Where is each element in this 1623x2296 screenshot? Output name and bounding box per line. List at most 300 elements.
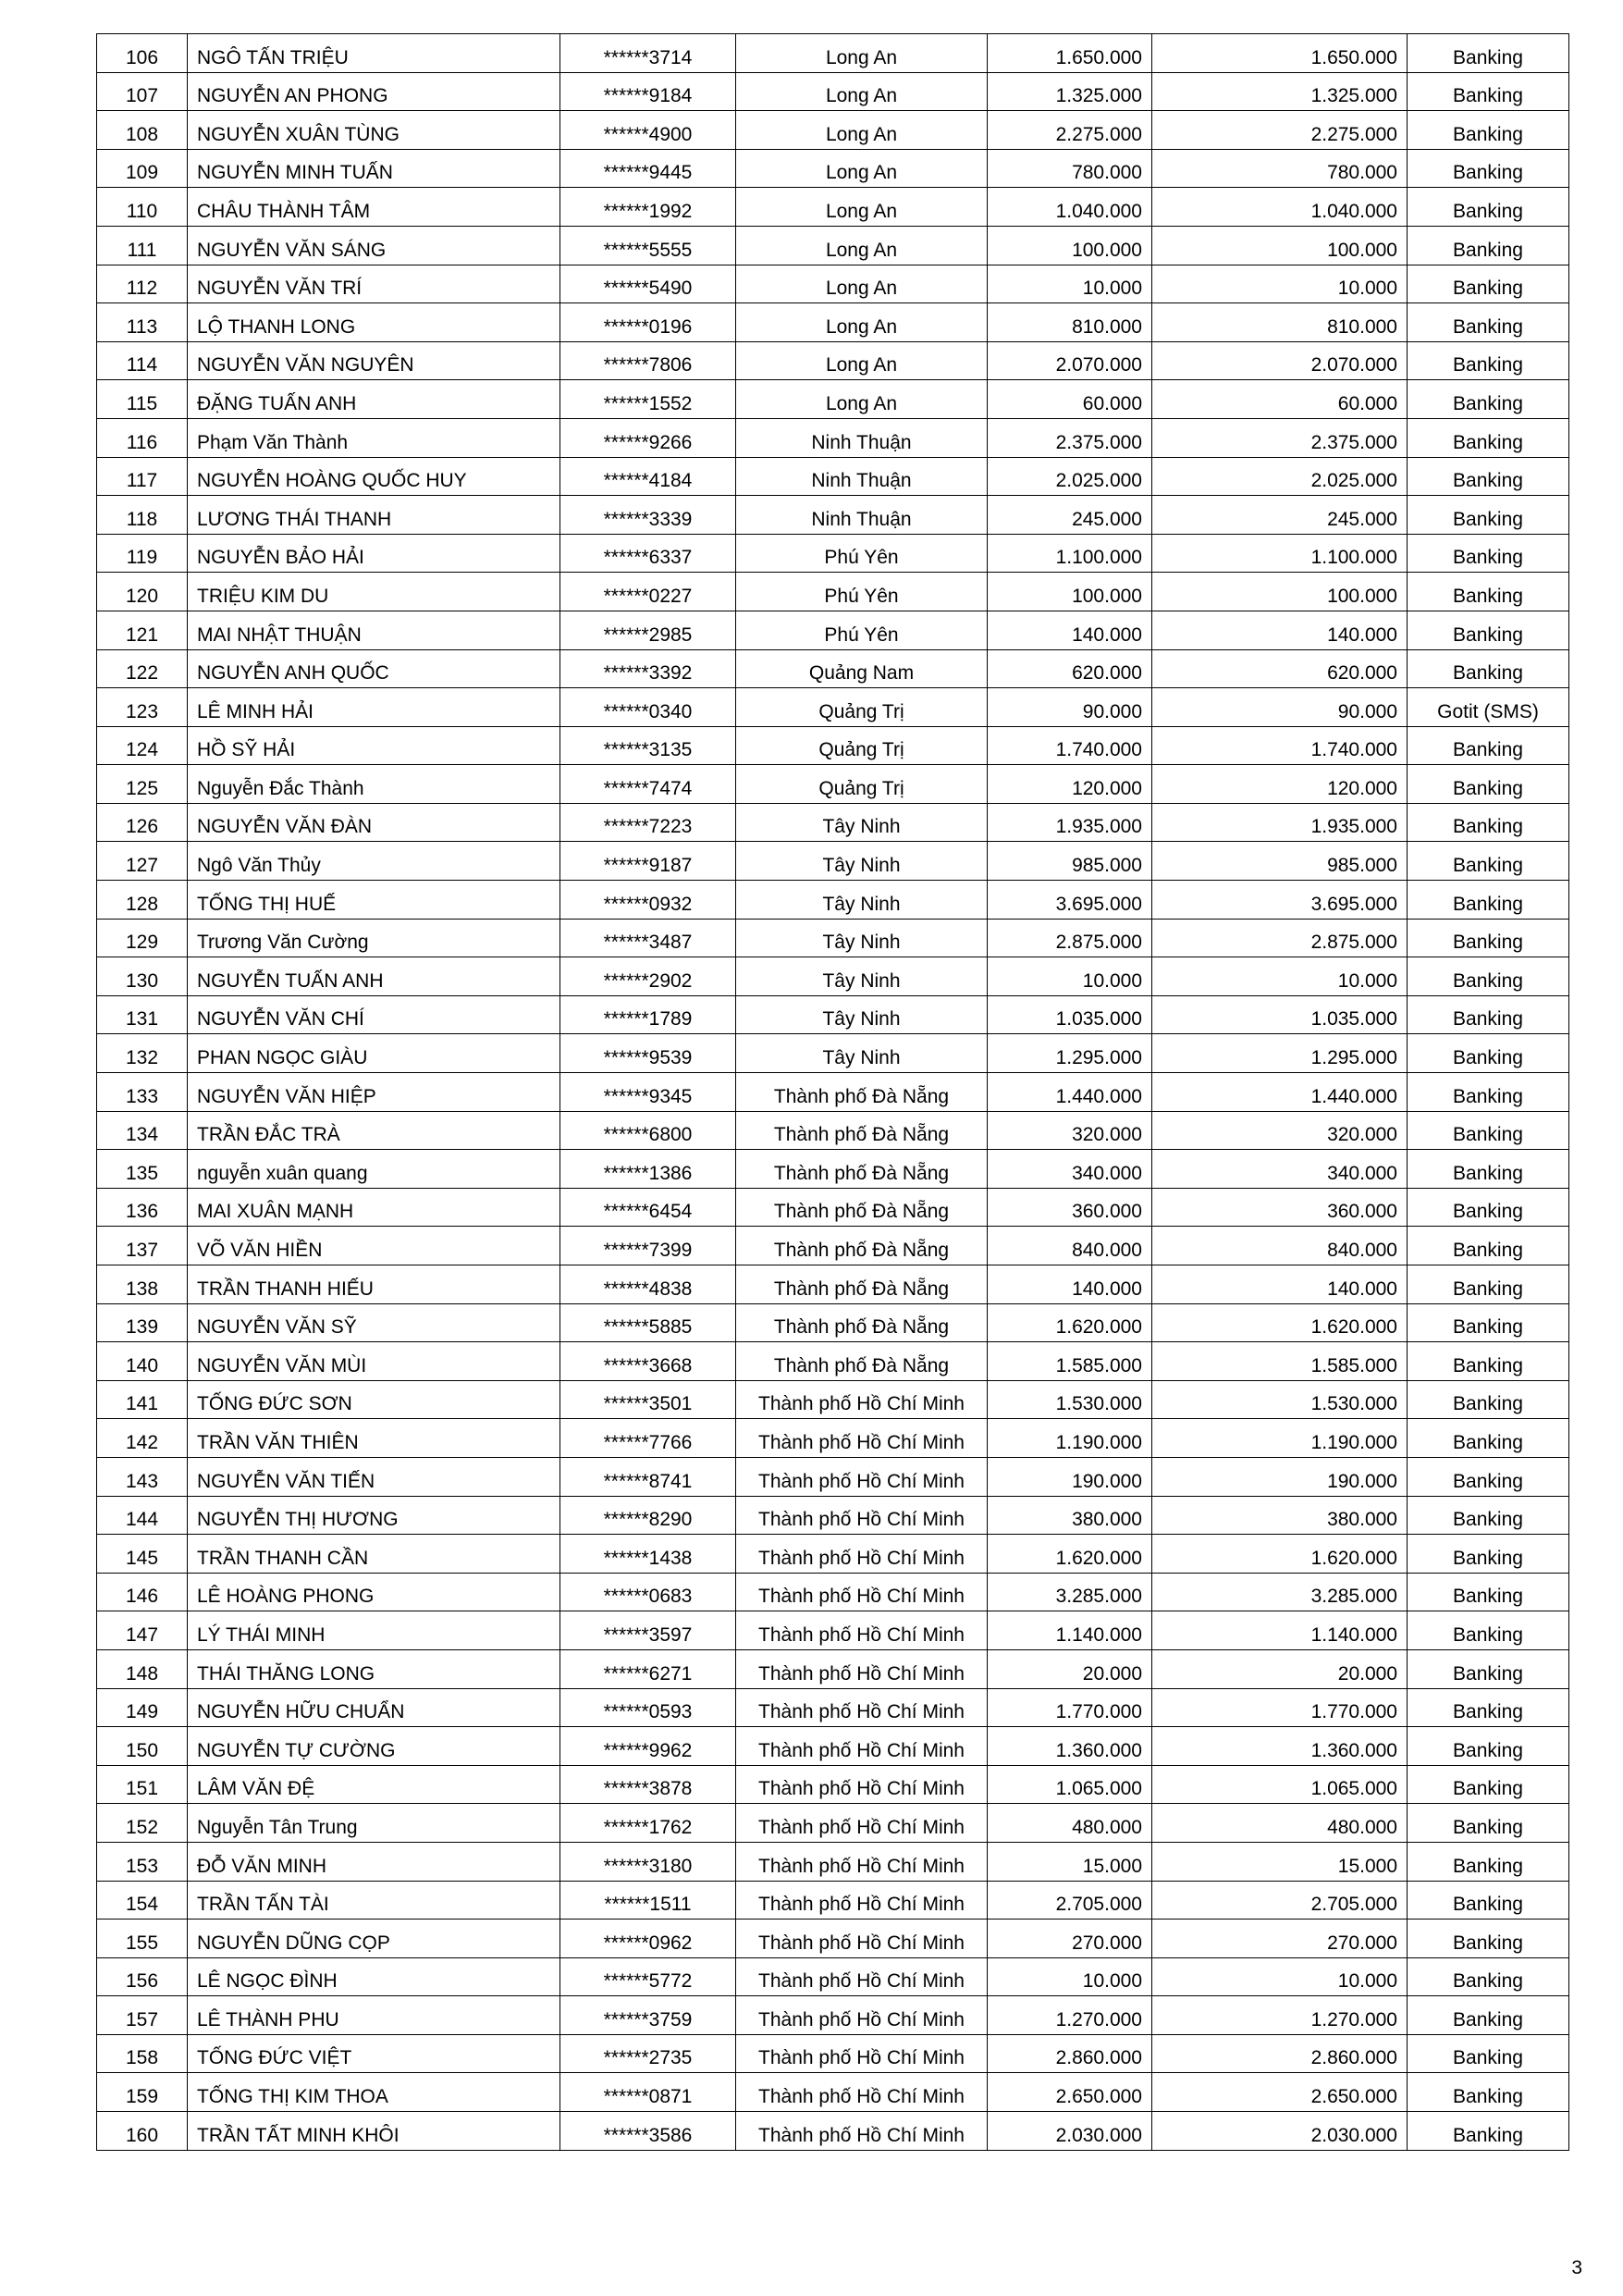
province-cell: Thành phố Hồ Chí Minh [736, 1649, 988, 1688]
table-row [97, 573, 1569, 611]
recipient-name-cell: NGUYỄN VĂN SÁNG [188, 226, 560, 265]
masked-id-cell: ******3180 [560, 1842, 736, 1881]
payment-method-cell: Banking [1408, 1842, 1569, 1881]
row-number-cell: 121 [97, 611, 188, 649]
payment-method-cell: Banking [1408, 72, 1569, 111]
amount-registered-cell: 190.000 [988, 1457, 1152, 1496]
province-cell: Thành phố Hồ Chí Minh [736, 1688, 988, 1727]
table-row [97, 72, 1569, 111]
masked-id-cell: ******0196 [560, 303, 736, 342]
recipient-name-cell: MAI XUÂN MẠNH [188, 1188, 560, 1227]
amount-paid-cell: 340.000 [1152, 1150, 1408, 1189]
table-row [97, 1227, 1569, 1265]
masked-id-cell: ******1386 [560, 1150, 736, 1189]
masked-id-cell: ******5490 [560, 265, 736, 303]
amount-paid-cell: 100.000 [1152, 226, 1408, 265]
recipient-name-cell: TRẦN THANH HIẾU [188, 1265, 560, 1304]
amount-paid-cell: 140.000 [1152, 611, 1408, 649]
province-cell: Thành phố Hồ Chí Minh [736, 2034, 988, 2073]
row-number-cell: 112 [97, 265, 188, 303]
amount-paid-cell: 2.860.000 [1152, 2034, 1408, 2073]
province-cell: Long An [736, 72, 988, 111]
amount-paid-cell: 360.000 [1152, 1188, 1408, 1227]
province-cell: Thành phố Hồ Chí Minh [736, 1380, 988, 1419]
amount-paid-cell: 1.935.000 [1152, 803, 1408, 842]
amount-registered-cell: 1.440.000 [988, 1073, 1152, 1112]
amount-registered-cell: 1.935.000 [988, 803, 1152, 842]
payment-method-cell: Banking [1408, 1573, 1569, 1611]
row-number-cell: 120 [97, 573, 188, 611]
recipient-name-cell: NGÔ TẤN TRIỆU [188, 34, 560, 73]
amount-paid-cell: 90.000 [1152, 688, 1408, 727]
table-row [97, 1535, 1569, 1574]
amount-registered-cell: 1.140.000 [988, 1611, 1152, 1650]
masked-id-cell: ******0683 [560, 1573, 736, 1611]
row-number-cell: 137 [97, 1227, 188, 1265]
amount-paid-cell: 1.140.000 [1152, 1611, 1408, 1650]
row-number-cell: 158 [97, 2034, 188, 2073]
payment-method-cell: Banking [1408, 803, 1569, 842]
amount-paid-cell: 1.620.000 [1152, 1535, 1408, 1574]
recipient-name-cell: TRẦN TẤT MINH KHÔI [188, 2112, 560, 2151]
row-number-cell: 110 [97, 188, 188, 227]
amount-registered-cell: 380.000 [988, 1496, 1152, 1535]
masked-id-cell: ******7806 [560, 341, 736, 380]
masked-id-cell: ******2902 [560, 957, 736, 996]
payment-method-cell: Banking [1408, 1265, 1569, 1304]
amount-paid-cell: 1.295.000 [1152, 1034, 1408, 1073]
recipient-name-cell: NGUYỄN HOÀNG QUỐC HUY [188, 457, 560, 496]
table-body [97, 34, 1569, 2151]
amount-registered-cell: 2.275.000 [988, 111, 1152, 150]
masked-id-cell: ******0340 [560, 688, 736, 727]
masked-id-cell: ******5555 [560, 226, 736, 265]
province-cell: Phú Yên [736, 573, 988, 611]
recipient-name-cell: NGUYỄN MINH TUẤN [188, 149, 560, 188]
amount-registered-cell: 2.860.000 [988, 2034, 1152, 2073]
amount-registered-cell: 90.000 [988, 688, 1152, 727]
masked-id-cell: ******5772 [560, 1957, 736, 1996]
recipient-name-cell: NGUYỄN TUẤN ANH [188, 957, 560, 996]
payment-method-cell: Banking [1408, 226, 1569, 265]
recipient-name-cell: NGUYỄN XUÂN TÙNG [188, 111, 560, 150]
amount-registered-cell: 780.000 [988, 149, 1152, 188]
masked-id-cell: ******0871 [560, 2073, 736, 2112]
province-cell: Thành phố Đà Nẵng [736, 1188, 988, 1227]
table-row [97, 111, 1569, 150]
masked-id-cell: ******7399 [560, 1227, 736, 1265]
row-number-cell: 153 [97, 1842, 188, 1881]
recipient-name-cell: NGUYỄN BẢO HẢI [188, 534, 560, 573]
table-row [97, 188, 1569, 227]
province-cell: Thành phố Hồ Chí Minh [736, 2073, 988, 2112]
amount-registered-cell: 810.000 [988, 303, 1152, 342]
payment-method-cell: Banking [1408, 1457, 1569, 1496]
payment-method-cell: Banking [1408, 1804, 1569, 1843]
amount-registered-cell: 1.770.000 [988, 1688, 1152, 1727]
row-number-cell: 111 [97, 226, 188, 265]
province-cell: Ninh Thuận [736, 457, 988, 496]
recipient-name-cell: NGUYỄN VĂN TIẾN [188, 1457, 560, 1496]
row-number-cell: 147 [97, 1611, 188, 1650]
amount-registered-cell: 1.325.000 [988, 72, 1152, 111]
payment-method-cell: Banking [1408, 496, 1569, 535]
province-cell: Thành phố Hồ Chí Minh [736, 1419, 988, 1458]
amount-paid-cell: 190.000 [1152, 1457, 1408, 1496]
recipient-name-cell: ĐẶNG TUẤN ANH [188, 380, 560, 419]
masked-id-cell: ******3487 [560, 919, 736, 957]
table-row [97, 1996, 1569, 2035]
table-row [97, 1034, 1569, 1073]
page-number: 3 [1571, 2257, 1582, 2278]
recipient-name-cell: LỘ THANH LONG [188, 303, 560, 342]
masked-id-cell: ******7223 [560, 803, 736, 842]
amount-registered-cell: 1.065.000 [988, 1765, 1152, 1804]
table-row [97, 1957, 1569, 1996]
amount-paid-cell: 2.025.000 [1152, 457, 1408, 496]
amount-registered-cell: 620.000 [988, 649, 1152, 688]
row-number-cell: 145 [97, 1535, 188, 1574]
table-row [97, 1573, 1569, 1611]
recipient-name-cell: LÝ THÁI MINH [188, 1611, 560, 1650]
province-cell: Quảng Trị [736, 765, 988, 804]
table-row [97, 1342, 1569, 1381]
recipient-name-cell: HỒ SỸ HẢI [188, 726, 560, 765]
table-row [97, 303, 1569, 342]
amount-paid-cell: 780.000 [1152, 149, 1408, 188]
amount-registered-cell: 1.620.000 [988, 1535, 1152, 1574]
amount-paid-cell: 60.000 [1152, 380, 1408, 419]
amount-paid-cell: 1.325.000 [1152, 72, 1408, 111]
amount-registered-cell: 1.360.000 [988, 1727, 1152, 1766]
amount-paid-cell: 1.035.000 [1152, 995, 1408, 1034]
recipient-name-cell: LÂM VĂN ĐỆ [188, 1765, 560, 1804]
row-number-cell: 132 [97, 1034, 188, 1073]
amount-registered-cell: 3.285.000 [988, 1573, 1152, 1611]
amount-registered-cell: 2.375.000 [988, 418, 1152, 457]
province-cell: Thành phố Hồ Chí Minh [736, 1573, 988, 1611]
payment-method-cell: Banking [1408, 418, 1569, 457]
table-row [97, 1920, 1569, 1958]
masked-id-cell: ******2985 [560, 611, 736, 649]
row-number-cell: 140 [97, 1342, 188, 1381]
row-number-cell: 151 [97, 1765, 188, 1804]
payment-method-cell: Banking [1408, 726, 1569, 765]
amount-paid-cell: 3.695.000 [1152, 881, 1408, 920]
masked-id-cell: ******9962 [560, 1727, 736, 1766]
payment-method-cell: Banking [1408, 1996, 1569, 2035]
recipient-name-cell: nguyễn xuân quang [188, 1150, 560, 1189]
amount-paid-cell: 810.000 [1152, 303, 1408, 342]
province-cell: Long An [736, 34, 988, 73]
amount-paid-cell: 1.650.000 [1152, 34, 1408, 73]
masked-id-cell: ******1762 [560, 1804, 736, 1843]
recipient-name-cell: NGUYỄN AN PHONG [188, 72, 560, 111]
payment-method-cell: Gotit (SMS) [1408, 688, 1569, 727]
row-number-cell: 117 [97, 457, 188, 496]
row-number-cell: 141 [97, 1380, 188, 1419]
province-cell: Thành phố Đà Nẵng [736, 1227, 988, 1265]
province-cell: Long An [736, 149, 988, 188]
row-number-cell: 107 [97, 72, 188, 111]
payment-method-cell: Banking [1408, 1611, 1569, 1650]
masked-id-cell: ******7766 [560, 1419, 736, 1458]
recipient-name-cell: TRẦN ĐẮC TRÀ [188, 1111, 560, 1150]
payment-method-cell: Banking [1408, 1496, 1569, 1535]
payment-method-cell: Banking [1408, 1150, 1569, 1189]
amount-paid-cell: 1.190.000 [1152, 1419, 1408, 1458]
payment-method-cell: Banking [1408, 995, 1569, 1034]
amount-registered-cell: 1.100.000 [988, 534, 1152, 573]
row-number-cell: 146 [97, 1573, 188, 1611]
table-row [97, 649, 1569, 688]
recipient-name-cell: NGUYỄN VĂN SỸ [188, 1303, 560, 1342]
payment-method-cell: Banking [1408, 611, 1569, 649]
payment-method-cell: Banking [1408, 457, 1569, 496]
row-number-cell: 115 [97, 380, 188, 419]
amount-registered-cell: 120.000 [988, 765, 1152, 804]
table-row [97, 1188, 1569, 1227]
payment-method-cell: Banking [1408, 842, 1569, 881]
table-row [97, 957, 1569, 996]
row-number-cell: 108 [97, 111, 188, 150]
payment-method-cell: Banking [1408, 149, 1569, 188]
amount-paid-cell: 20.000 [1152, 1649, 1408, 1688]
amount-registered-cell: 480.000 [988, 1804, 1152, 1843]
province-cell: Thành phố Hồ Chí Minh [736, 1920, 988, 1958]
province-cell: Ninh Thuận [736, 496, 988, 535]
amount-registered-cell: 60.000 [988, 380, 1152, 419]
row-number-cell: 125 [97, 765, 188, 804]
payment-method-cell: Banking [1408, 1419, 1569, 1458]
table-row [97, 457, 1569, 496]
payment-method-cell: Banking [1408, 188, 1569, 227]
amount-registered-cell: 1.740.000 [988, 726, 1152, 765]
recipient-name-cell: PHAN NGỌC GIÀU [188, 1034, 560, 1073]
row-number-cell: 106 [97, 34, 188, 73]
province-cell: Tây Ninh [736, 957, 988, 996]
payment-method-cell: Banking [1408, 649, 1569, 688]
recipient-name-cell: NGUYỄN TỰ CƯỜNG [188, 1727, 560, 1766]
province-cell: Thành phố Hồ Chí Minh [736, 1881, 988, 1920]
amount-paid-cell: 2.875.000 [1152, 919, 1408, 957]
recipient-name-cell: ĐỖ VĂN MINH [188, 1842, 560, 1881]
payment-method-cell: Banking [1408, 380, 1569, 419]
recipient-name-cell: LÊ HOÀNG PHONG [188, 1573, 560, 1611]
payment-method-cell: Banking [1408, 2073, 1569, 2112]
table-row [97, 2112, 1569, 2151]
payment-method-cell: Banking [1408, 1380, 1569, 1419]
table-row [97, 995, 1569, 1034]
province-cell: Thành phố Hồ Chí Minh [736, 1727, 988, 1766]
amount-registered-cell: 340.000 [988, 1150, 1152, 1189]
recipient-name-cell: TỐNG ĐỨC VIỆT [188, 2034, 560, 2073]
table-row [97, 1765, 1569, 1804]
payment-method-cell: Banking [1408, 1957, 1569, 1996]
row-number-cell: 113 [97, 303, 188, 342]
amount-registered-cell: 985.000 [988, 842, 1152, 881]
province-cell: Thành phố Đà Nẵng [736, 1265, 988, 1304]
row-number-cell: 109 [97, 149, 188, 188]
province-cell: Ninh Thuận [736, 418, 988, 457]
amount-paid-cell: 15.000 [1152, 1842, 1408, 1881]
table-row [97, 1457, 1569, 1496]
table-row [97, 418, 1569, 457]
masked-id-cell: ******7474 [560, 765, 736, 804]
row-number-cell: 128 [97, 881, 188, 920]
amount-registered-cell: 245.000 [988, 496, 1152, 535]
amount-registered-cell: 100.000 [988, 226, 1152, 265]
payment-method-cell: Banking [1408, 765, 1569, 804]
province-cell: Thành phố Đà Nẵng [736, 1111, 988, 1150]
row-number-cell: 149 [97, 1688, 188, 1727]
row-number-cell: 154 [97, 1881, 188, 1920]
recipient-name-cell: NGUYỄN HỮU CHUẨN [188, 1688, 560, 1727]
masked-id-cell: ******1992 [560, 188, 736, 227]
recipient-name-cell: VÕ VĂN HIỀN [188, 1227, 560, 1265]
recipient-name-cell: NGUYỄN ANH QUỐC [188, 649, 560, 688]
row-number-cell: 119 [97, 534, 188, 573]
amount-paid-cell: 140.000 [1152, 1265, 1408, 1304]
row-number-cell: 160 [97, 2112, 188, 2151]
table-row [97, 534, 1569, 573]
amount-registered-cell: 2.070.000 [988, 341, 1152, 380]
table-row [97, 1265, 1569, 1304]
table-row [97, 1496, 1569, 1535]
amount-registered-cell: 2.705.000 [988, 1881, 1152, 1920]
row-number-cell: 116 [97, 418, 188, 457]
amount-registered-cell: 1.190.000 [988, 1419, 1152, 1458]
masked-id-cell: ******9266 [560, 418, 736, 457]
table-row [97, 1688, 1569, 1727]
masked-id-cell: ******8741 [560, 1457, 736, 1496]
province-cell: Quảng Nam [736, 649, 988, 688]
recipient-name-cell: LÊ THÀNH PHU [188, 1996, 560, 2035]
amount-registered-cell: 2.875.000 [988, 919, 1152, 957]
table-row [97, 726, 1569, 765]
amount-registered-cell: 1.295.000 [988, 1034, 1152, 1073]
payment-method-cell: Banking [1408, 1727, 1569, 1766]
masked-id-cell: ******9445 [560, 149, 736, 188]
row-number-cell: 144 [97, 1496, 188, 1535]
row-number-cell: 138 [97, 1265, 188, 1304]
recipient-name-cell: LÊ MINH HẢI [188, 688, 560, 727]
table-row [97, 1303, 1569, 1342]
amount-registered-cell: 140.000 [988, 1265, 1152, 1304]
payment-method-cell: Banking [1408, 1111, 1569, 1150]
recipient-name-cell: NGUYỄN VĂN MÙI [188, 1342, 560, 1381]
masked-id-cell: ******4900 [560, 111, 736, 150]
row-number-cell: 157 [97, 1996, 188, 2035]
recipients-table [96, 33, 1569, 2151]
payment-method-cell: Banking [1408, 1303, 1569, 1342]
masked-id-cell: ******3586 [560, 2112, 736, 2151]
recipient-name-cell: NGUYỄN THỊ HƯƠNG [188, 1496, 560, 1535]
recipient-name-cell: CHÂU THÀNH TÂM [188, 188, 560, 227]
masked-id-cell: ******6337 [560, 534, 736, 573]
amount-registered-cell: 270.000 [988, 1920, 1152, 1958]
row-number-cell: 127 [97, 842, 188, 881]
amount-registered-cell: 1.530.000 [988, 1380, 1152, 1419]
masked-id-cell: ******4184 [560, 457, 736, 496]
recipient-name-cell: TỐNG THỊ HUẾ [188, 881, 560, 920]
recipient-name-cell: TỐNG THỊ KIM THOA [188, 2073, 560, 2112]
province-cell: Long An [736, 226, 988, 265]
amount-registered-cell: 1.650.000 [988, 34, 1152, 73]
masked-id-cell: ******3597 [560, 1611, 736, 1650]
recipient-name-cell: Phạm Văn Thành [188, 418, 560, 457]
recipient-name-cell: LƯƠNG THÁI THANH [188, 496, 560, 535]
row-number-cell: 135 [97, 1150, 188, 1189]
row-number-cell: 156 [97, 1957, 188, 1996]
amount-paid-cell: 985.000 [1152, 842, 1408, 881]
masked-id-cell: ******5885 [560, 1303, 736, 1342]
masked-id-cell: ******0962 [560, 1920, 736, 1958]
table-row [97, 2073, 1569, 2112]
province-cell: Thành phố Hồ Chí Minh [736, 1804, 988, 1843]
province-cell: Phú Yên [736, 534, 988, 573]
masked-id-cell: ******3135 [560, 726, 736, 765]
table-row [97, 34, 1569, 73]
province-cell: Tây Ninh [736, 842, 988, 881]
masked-id-cell: ******3392 [560, 649, 736, 688]
amount-paid-cell: 1.065.000 [1152, 1765, 1408, 1804]
masked-id-cell: ******0932 [560, 881, 736, 920]
amount-registered-cell: 10.000 [988, 957, 1152, 996]
province-cell: Thành phố Hồ Chí Minh [736, 1457, 988, 1496]
amount-registered-cell: 15.000 [988, 1842, 1152, 1881]
row-number-cell: 139 [97, 1303, 188, 1342]
masked-id-cell: ******1438 [560, 1535, 736, 1574]
masked-id-cell: ******8290 [560, 1496, 736, 1535]
payment-method-cell: Banking [1408, 2112, 1569, 2151]
row-number-cell: 142 [97, 1419, 188, 1458]
table-row [97, 341, 1569, 380]
payment-method-cell: Banking [1408, 265, 1569, 303]
amount-registered-cell: 1.040.000 [988, 188, 1152, 227]
province-cell: Long An [736, 341, 988, 380]
table-row [97, 803, 1569, 842]
payment-method-cell: Banking [1408, 303, 1569, 342]
recipient-name-cell: TỐNG ĐỨC SƠN [188, 1380, 560, 1419]
amount-registered-cell: 10.000 [988, 265, 1152, 303]
table-row [97, 1611, 1569, 1650]
amount-paid-cell: 2.705.000 [1152, 1881, 1408, 1920]
amount-paid-cell: 1.585.000 [1152, 1342, 1408, 1381]
province-cell: Tây Ninh [736, 995, 988, 1034]
recipient-name-cell: NGUYỄN VĂN TRÍ [188, 265, 560, 303]
amount-paid-cell: 320.000 [1152, 1111, 1408, 1150]
row-number-cell: 143 [97, 1457, 188, 1496]
table-row [97, 149, 1569, 188]
amount-paid-cell: 840.000 [1152, 1227, 1408, 1265]
province-cell: Tây Ninh [736, 881, 988, 920]
table-row [97, 688, 1569, 727]
province-cell: Long An [736, 303, 988, 342]
row-number-cell: 134 [97, 1111, 188, 1150]
province-cell: Thành phố Đà Nẵng [736, 1073, 988, 1112]
table-row [97, 1649, 1569, 1688]
province-cell: Thành phố Hồ Chí Minh [736, 1611, 988, 1650]
masked-id-cell: ******3668 [560, 1342, 736, 1381]
masked-id-cell: ******9539 [560, 1034, 736, 1073]
recipient-name-cell: TRIỆU KIM DU [188, 573, 560, 611]
payment-method-cell: Banking [1408, 1034, 1569, 1073]
payment-method-cell: Banking [1408, 341, 1569, 380]
row-number-cell: 124 [97, 726, 188, 765]
row-number-cell: 130 [97, 957, 188, 996]
amount-paid-cell: 10.000 [1152, 957, 1408, 996]
